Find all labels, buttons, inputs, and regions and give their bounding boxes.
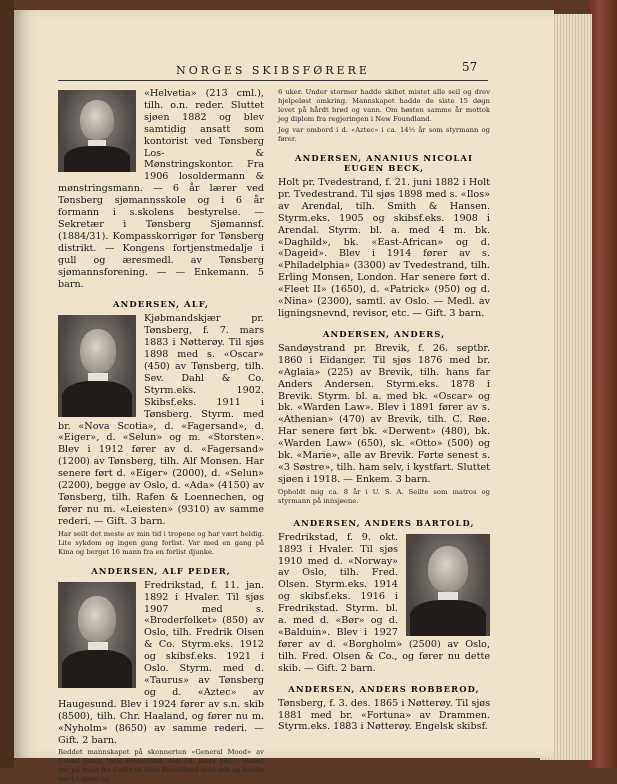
- entry-name: [278, 153, 490, 173]
- header-rule: [58, 80, 488, 81]
- note-continuation: 6 uker. Under stormer hadde skibet mistet alle seil og drev hjelpeløst omkring. Mannskapet hadde de siste 15 døgn levet på hårdt brød og vann. Om høsten samme år mottok jeg diplom fra regjeringen i New Foundland.: [278, 88, 490, 123]
- entry-andersen-anders-robberod: [278, 684, 490, 734]
- book-binding-left: [0, 0, 14, 768]
- entry-text: Fredrikstad, f. 9. okt. 1893 i Hvaler. Til sjøs 1910 med d. «Norway» av Oslo, tilh. Fred. Olsen. Styrm.eks. 1914 og skibsf.eks. 1916 i Fredrikstad. Styrm. bl. a. med d. «Bør» og d. «Balduin». Blev i 1927 fører av d. «Borgholm» (2500) av Oslo, tilh. Fred. Olsen & Co., og fører nu dette skib. — Gift. 2 barn.: [278, 531, 490, 674]
- portrait-photo: [406, 534, 490, 636]
- entry-andersen-ananius: [278, 153, 490, 320]
- book-page: [14, 10, 554, 784]
- entry-name: ANDERSEN, ALF PEDER,: [91, 565, 231, 576]
- entry-note: Opholdt mig ca. 8 år i U. S. A. Seilte som matros og styrmann på innsjøene.: [278, 487, 490, 505]
- entry-name: ANDERSEN, ANDERS BARTOLD,: [293, 517, 475, 528]
- entry-andersen-alf: [58, 299, 264, 556]
- entry-name: ANDERSEN, ALF,: [113, 299, 209, 310]
- entry-text: Kjøbmandskjær pr. Tønsberg, f. 7. mars 1883 i Nøtterøy. Til sjøs 1898 med s. «Oscar» (450) av Tønsberg, tilh. Sev. Dahl & Co. Styrm.eks. 1902. Skibsf.eks. 1911 i Tønsberg. Styrm. med br. «Nova Scotia», d. «Fagersand», d. «Eiger», d. «Selun» og m. «Storsten». Blev i 1912 fører av d. «Fagersand» (1200) av Tønsberg, tilh. Alf Monsen. Har senere ført d. «Eiger» (2000), d. «Selun» (2200), begge av Oslo, d. «Ada» (4150) av Tønsberg, tilh. Rafen & Loennechen, og fører nu m. «Leiesten» (9310) av samme rederi. — Gift. 3 barn.: [58, 313, 264, 527]
- entry-text: «Helvetia» (213 cml.), tilh. o.n. reder. Sluttet sjøen 1882 og blev samtidig ansatt som kontorist ved Tønsberg Los- & Mønstringskontor. Fra 1906 losoldermann & mønstringsmann. — 6 år lærer ved Tønsberg sjømannsskole og i 6 år formann i s.skolens bestyrelse. — Sekretær i Tønsberg Sjømannsf. (1884/31). Kompasskorrigør for Tønsberg distrikt. — Kongens fortjenstmedalje i gull og æresmedl. av Tønsberg sjømannsforening. — — Enkemann. 5 barn.: [58, 88, 264, 290]
- left-column: [58, 88, 264, 784]
- entry-note: Har seilt det meste av min tid i tropene og har vært heldig. Lite sykdom og ingen gang forlist. Var med en gang på Kina og berget 16 mann fra en forlist djunke.: [58, 529, 264, 556]
- entry-name-line1: ANDERSEN, ANANIUS NICOLAI: [295, 153, 473, 163]
- entry-text: Holt pr. Tvedestrand, f. 21. juni 1882 i Holt pr. Tvedestrand. Til sjøs 1898 med s. «Ilos» av Arendal, tilh. Smith & Hansen. Styrm.eks. 1905 og skibsf.eks. 1908 i Arendal. Styrm. bl. a. med 4 m. bk. «Daghild», bk. «East-African» og d. «Dageid». Blev i 1914 fører av s. «Philadelphia» (3300) av Tvedestrand, tilh. Erling Monsen, London. Har senere ført d. «Fleet II» (1650), d. «Patrick» (950) og d. «Nina» (2300), samtl. av Oslo. — Medl. av ligningsnevnd, revisor, etc. — Gift. 3 barn.: [278, 177, 490, 319]
- note-continuation-2: Jeg var ombord i d. «Aztec» i ca. 14½ år som styrmann og fører.: [278, 126, 490, 143]
- right-column: [278, 88, 490, 733]
- entry-helvetia-continuation: [58, 88, 264, 290]
- page-number: 57: [462, 60, 478, 74]
- portrait-photo: [58, 90, 136, 172]
- entry-note: Reddet mannskapet på skonnerten «General Mood» av Grand Bank, New Foundland, den 28. mars 1927. Skibet var på reise fra Cadix til New Foundland med salt og hadde vært i sjøen ca.: [58, 748, 264, 784]
- entry-text: Tønsberg, f. 3. des. 1865 i Nøtterøy. Til sjøs 1881 med br. «Fortuna» av Drammen. Styrm.eks. 1883 i Nøtterøy. Engelsk skibsf.: [278, 697, 490, 733]
- entry-text: Fredrikstad, f. 11. jan. 1892 i Hvaler. Til sjøs 1907 med s. «Broderfolket» (850) av Oslo, tilh. Fredrik Olsen & Co. Styrm.eks. 1912 og skibsf.eks. 1921 i Oslo. Styrm. med d. «Taurus» av Tønsberg og d. «Aztec» av Haugesund. Blev i 1924 fører av s.n. skib (8500), tilh. Chr. Haaland, og fører nu m. «Nyholm» (8650) av samme rederi. — Gift. 2 barn.: [58, 579, 264, 746]
- running-head: NORGES SKIBSFØRERE: [176, 64, 370, 77]
- portrait-photo: [58, 582, 136, 688]
- entry-andersen-alf-peder: [58, 566, 264, 784]
- book-cover-edge: [588, 0, 617, 768]
- portrait-photo: [58, 315, 136, 417]
- entry-name: ANDERSEN, ANDERS ROBBEROD,: [288, 683, 480, 694]
- entry-name-line2: EUGEN BECK,: [343, 163, 425, 173]
- entry-text: Sandøystrand pr. Brevik, f. 26. septbr. 1860 i Eidanger. Til sjøs 1876 med br. «Aglaia» (225) av Brevik, tilh. hans far Anders Andersen. Styrm.eks. 1878 i Brevik. Styrm. bl. a. med bk. «Oscar» og bk. «Warden Law». Blev i 1891 fører av s. «Athenian» (470) av Brevik, tilh. C. Røe. Har senere ført bk. «Derwent» (480), bk. «Warden Law» (650), sk. «Otto» (500) og bk. «Marie», alle av Brevik. Førte senest s. «3 Søstre», tilh. ham selv, i kystfart. Sluttet sjøen i 1918. — Enkem. 3 barn.: [278, 342, 490, 485]
- entry-name: ANDERSEN, ANDERS,: [322, 328, 446, 339]
- entry-andersen-anders: [278, 329, 490, 506]
- entry-andersen-anders-bartold: [278, 518, 490, 675]
